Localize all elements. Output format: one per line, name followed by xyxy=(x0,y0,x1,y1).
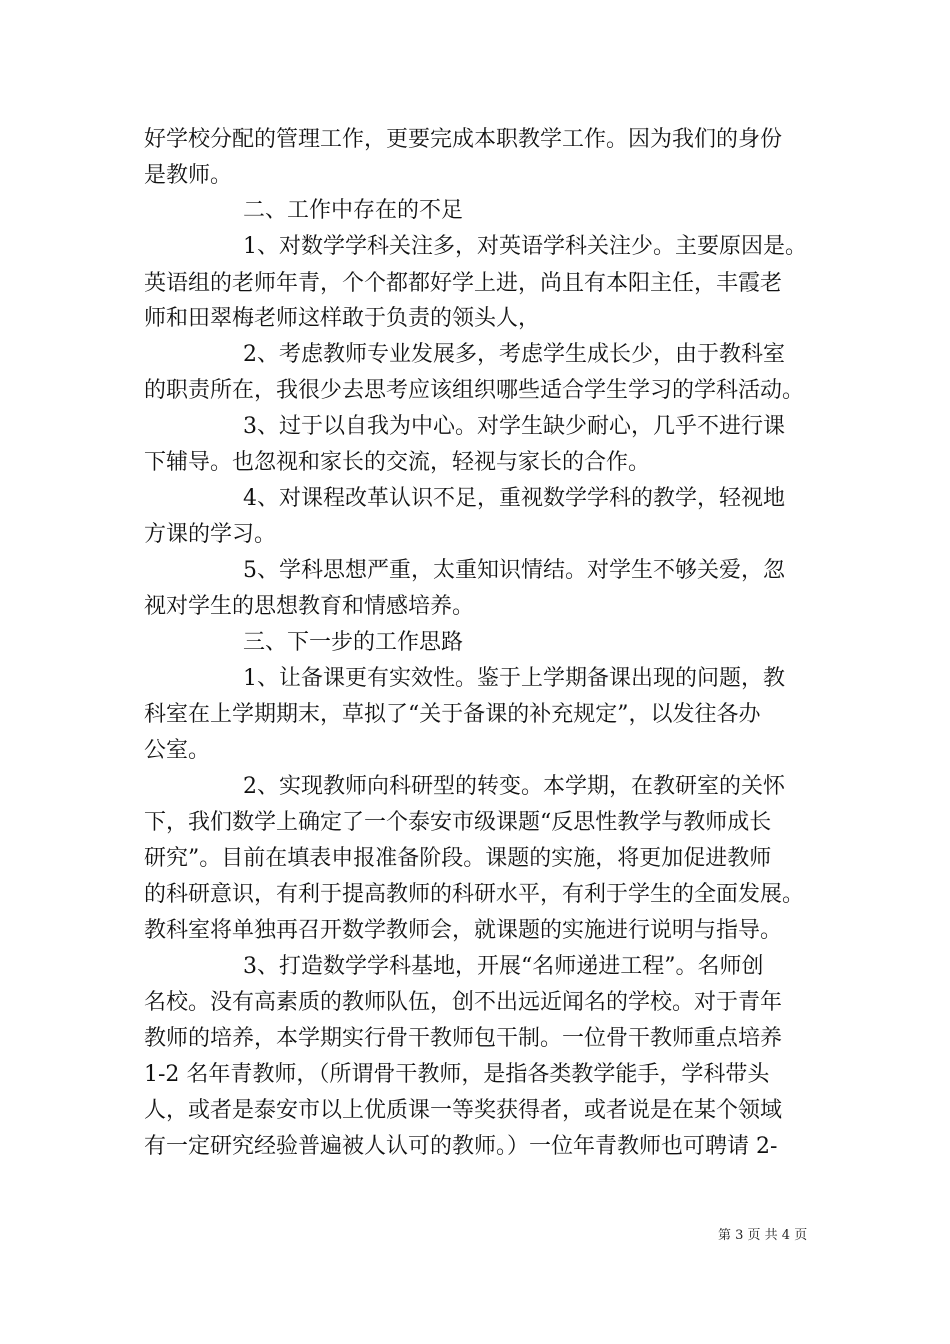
text-line: 下辅导。也忽视和家长的交流，轻视与家长的合作。 xyxy=(144,450,651,475)
text-line: 1、对数学学科关注多，对英语学科关注少。主要原因是。 xyxy=(243,234,807,259)
text-line: 下，我们数学上确定了一个泰安市级课题“反思性教学与教师成长 xyxy=(144,810,772,835)
text-line: 科室在上学期期末，草拟了“关于备课的补充规定”，以发往各办 xyxy=(144,702,761,727)
text-line: 1、让备课更有实效性。鉴于上学期备课出现的问题，教 xyxy=(243,666,785,691)
section-heading: 三、下一步的工作思路 xyxy=(243,630,464,655)
page-number: 第 3 页 共 4 页 xyxy=(718,1228,808,1243)
text-line: 3、打造数学学科基地，开展“名师递进工程”。名师创 xyxy=(243,954,764,979)
text-line: 的职责所在，我很少去思考应该组织哪些适合学生学习的学科活动。 xyxy=(144,378,805,403)
text-line: 公室。 xyxy=(144,738,211,763)
text-line: 教师的培养，本学期实行骨干教师包干制。一位骨干教师重点培养 xyxy=(144,1026,783,1051)
text-line: 2、考虑教师专业发展多，考虑学生成长少，由于教科室 xyxy=(243,342,785,367)
text-line: 教科室将单独再召开数学教师会，就课题的实施进行说明与指导。 xyxy=(144,918,783,943)
text-line: 1-2 名年青教师，（所谓骨干教师，是指各类教学能手，学科带头 xyxy=(144,1062,770,1087)
text-line: 人，或者是泰安市以上优质课一等奖获得者，或者说是在某个领域 xyxy=(144,1098,783,1123)
text-line: 名校。没有高素质的教师队伍，创不出远近闻名的学校。对于青年 xyxy=(144,990,783,1015)
text-line: 师和田翠梅老师这样敢于负责的领头人， xyxy=(144,306,541,331)
text-line: 好学校分配的管理工作，更要完成本职教学工作。因为我们的身份 xyxy=(144,127,783,152)
text-line: 视对学生的思想教育和情感培养。 xyxy=(144,594,475,619)
text-line: 4、对课程改革认识不足，重视数学学科的教学，轻视地 xyxy=(243,486,785,511)
text-line: 是教师。 xyxy=(144,163,233,188)
text-line: 3、过于以自我为中心。对学生缺少耐心，几乎不进行课 xyxy=(243,414,785,439)
text-line: 的科研意识，有利于提高教师的科研水平，有利于学生的全面发展。 xyxy=(144,882,805,907)
text-line: 英语组的老师年青，个个都都好学上进，尚且有本阳主任，丰霞老 xyxy=(144,271,783,296)
text-line: 研究”。目前在填表申报准备阶段。课题的实施，将更加促进教师 xyxy=(144,846,772,871)
text-line: 方课的学习。 xyxy=(144,522,277,547)
section-heading: 二、工作中存在的不足 xyxy=(243,198,464,223)
text-line: 有一定研究经验普遍被人认可的教师。）一位年青教师也可聘请 2- xyxy=(144,1134,778,1159)
text-line: 2、实现教师向科研型的转变。本学期，在教研室的关怀 xyxy=(243,774,785,799)
text-line: 5、学科思想严重，太重知识情结。对学生不够关爱，忽 xyxy=(243,558,785,583)
